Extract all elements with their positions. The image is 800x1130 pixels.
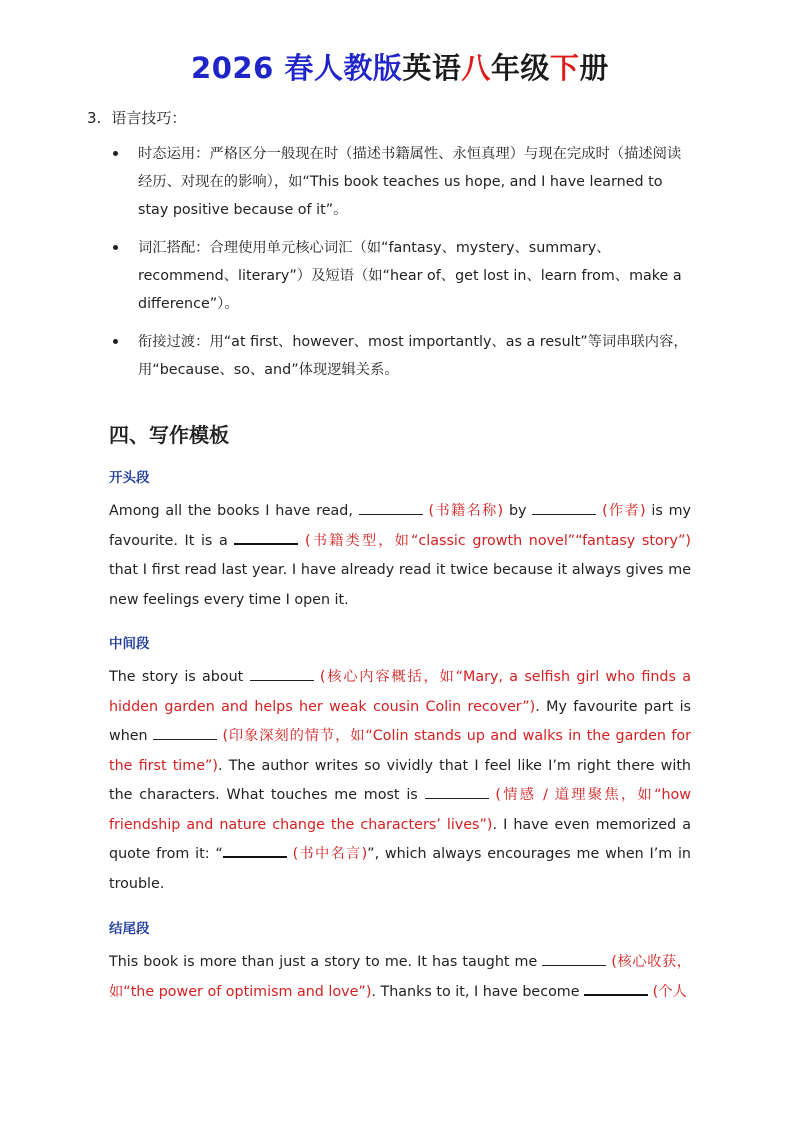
fill-blank xyxy=(250,666,314,681)
ending-paragraph: This book is more than just a story to me. It has taught me (核心收获，如“the power of optimism and love”). Thanks to it, I have become (个人 xyxy=(109,948,691,1007)
fill-blank xyxy=(223,842,287,858)
fill-blank xyxy=(153,725,217,740)
fill-blank xyxy=(584,980,648,996)
bullet-icon xyxy=(113,245,118,250)
middle-paragraph-label: 中间段 xyxy=(109,636,150,652)
opening-paragraph-label: 开头段 xyxy=(109,470,150,486)
language-skills-list xyxy=(113,140,693,394)
section-4-heading: 四、写作模板 xyxy=(109,423,229,447)
bullet-icon xyxy=(113,151,118,156)
list-item: 时态运用：严格区分一般现在时（描述书籍属性、永恒真理）与现在完成时（描述阅读经历、对现在的影响），如“This book teaches us hope, and I have learned to stay positive because of it”。 xyxy=(113,140,693,224)
list-item: 衔接过渡：用“at first、however、most importantly、as a result”等词串联内容，用“because、so、and”体现逻辑关系。 xyxy=(113,328,693,384)
fill-blank xyxy=(542,951,606,966)
fill-blank xyxy=(359,500,423,515)
fill-blank xyxy=(532,500,596,515)
fill-blank xyxy=(234,529,298,545)
opening-paragraph: Among all the books I have read, (书籍名称) by (作者) is my favourite. It is a (书籍类型，如“classic growth novel”“fantasy story”) that I first read last year. I have already read it twice because it always gives me new feelings every time I open it. xyxy=(109,497,691,615)
fill-blank xyxy=(425,784,489,799)
bullet-icon xyxy=(113,339,118,344)
page-title: 2026 春人教版英语八年级下册 xyxy=(191,51,609,85)
section-3-heading: 3. 语言技巧： xyxy=(87,109,187,127)
list-item: 词汇搭配：合理使用单元核心词汇（如“fantasy、mystery、summary、recommend、literary”）及短语（如“hear of、get lost in、learn from、make a difference”）。 xyxy=(113,234,693,318)
ending-paragraph-label: 结尾段 xyxy=(109,921,150,937)
middle-paragraph: The story is about (核心内容概括，如“Mary, a selfish girl who finds a hidden garden and helps her weak cousin Colin recover”). My favourite part is when (印象深刻的情节，如“Colin stands up and walks in the garden for the first time”). The author writes so vividly that I feel like I’m right there with the characters. What touches me most is (情感 / 道理聚焦，如“how friendship and nature change the characters’ lives”). I have even memorized a quote from it: “ (书中名言)”, which always encourages me when I’m in trouble. xyxy=(109,663,691,899)
